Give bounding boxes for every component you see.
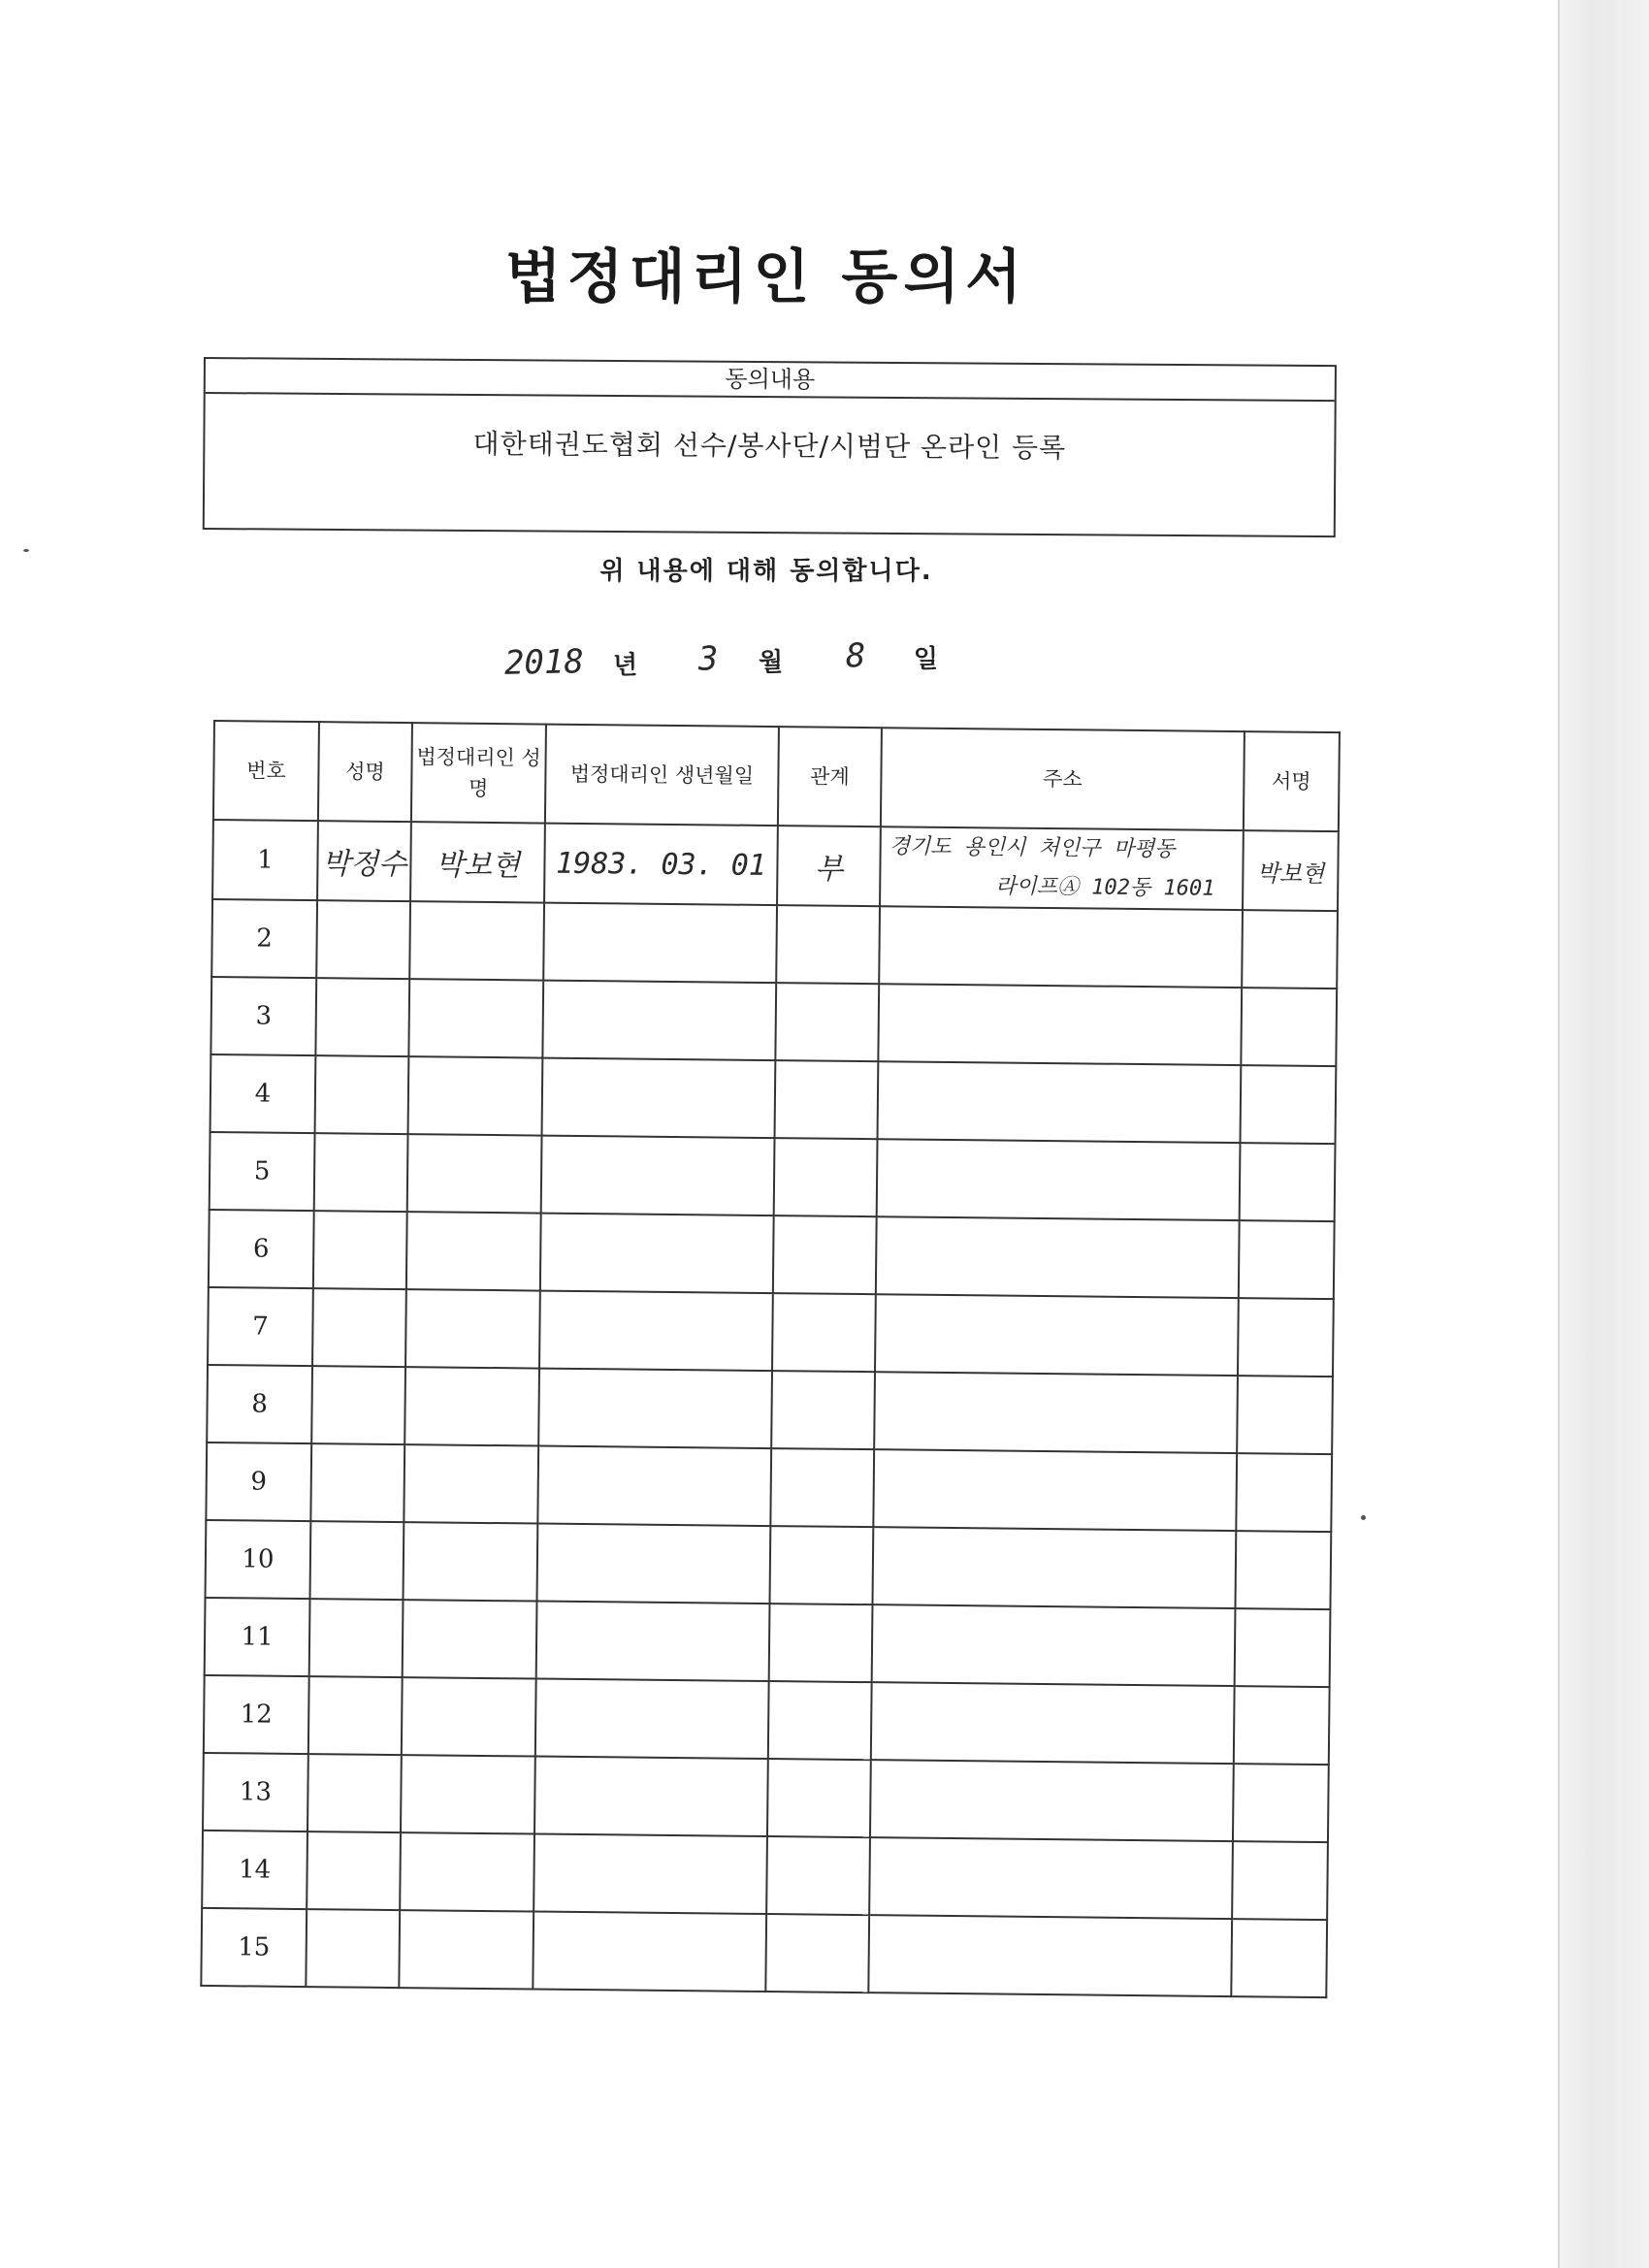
scan-speck <box>23 549 29 552</box>
row-guardian-birth <box>542 981 776 1061</box>
row-name <box>316 900 410 979</box>
consent-content: 대한태권도협회 선수/봉사단/시범단 온라인 등록 <box>472 427 1067 465</box>
table-row <box>202 1831 1328 1920</box>
address-line-1: 경기도 용인시 처인구 마평동 <box>889 834 1176 862</box>
row-address <box>868 1915 1232 1996</box>
row-name <box>310 1443 404 1522</box>
table-row <box>206 1442 1332 1532</box>
date-day-unit: 일 <box>913 644 939 675</box>
header-address: 주소 <box>881 728 1245 830</box>
row-relation <box>775 983 879 1061</box>
table-header-row <box>213 721 1340 831</box>
row-address <box>876 1216 1240 1298</box>
table-row <box>204 1675 1330 1765</box>
row-guardian-name <box>404 1444 538 1523</box>
date-month-unit: 월 <box>758 647 784 678</box>
row-relation <box>774 1138 878 1216</box>
guardian-table <box>200 720 1341 1998</box>
header-relation: 관계 <box>778 727 882 826</box>
table-row <box>209 1210 1335 1299</box>
row-number: 4 <box>210 1054 316 1133</box>
row-number: 6 <box>209 1210 314 1288</box>
table-row <box>207 1365 1333 1454</box>
row-guardian-name <box>404 1522 538 1601</box>
row-signature <box>1237 1376 1333 1454</box>
header-name: 성명 <box>318 722 412 822</box>
table-row <box>208 1287 1334 1377</box>
row-address <box>872 1527 1236 1608</box>
date-month: 3 <box>697 639 719 679</box>
row-number: 3 <box>210 977 316 1055</box>
table-row <box>206 1520 1332 1609</box>
date-day: 8 <box>845 636 866 676</box>
row-guardian-name <box>409 901 544 980</box>
row-guardian-birth <box>537 1446 771 1527</box>
row-relation <box>775 1060 879 1139</box>
row-signature <box>1240 1065 1336 1144</box>
row-address <box>873 1449 1237 1531</box>
row-address <box>871 1682 1235 1764</box>
date-year-unit: 년 <box>612 650 638 681</box>
row-number: 10 <box>206 1520 311 1599</box>
row-guardian-name <box>407 1134 542 1213</box>
row-relation: 부 <box>777 826 881 906</box>
row-relation <box>765 1914 869 1993</box>
row-guardian-birth <box>534 1834 767 1915</box>
header-number: 번호 <box>213 721 319 821</box>
row-guardian-name <box>406 1212 541 1290</box>
table-row <box>210 1132 1336 1221</box>
row-number: 8 <box>207 1365 312 1443</box>
row-signature <box>1235 1608 1331 1687</box>
row-guardian-name <box>405 1289 540 1368</box>
row-guardian-name <box>399 1910 534 1989</box>
consent-box <box>203 357 1337 537</box>
row-number: 13 <box>203 1753 308 1831</box>
row-signature <box>1233 1764 1329 1842</box>
row-address <box>872 1604 1236 1686</box>
row-name <box>306 1909 400 1988</box>
table-row <box>212 820 1339 911</box>
row-number: 7 <box>208 1287 313 1366</box>
row-address <box>874 1372 1238 1453</box>
row-guardian-birth <box>540 1214 774 1294</box>
table-row <box>201 1908 1327 1997</box>
agree-statement: 위 내용에 대해 동의합니다. <box>599 557 933 586</box>
table-row <box>210 1054 1337 1144</box>
table-row <box>203 1753 1329 1842</box>
row-guardian-birth <box>538 1369 772 1449</box>
row-name <box>311 1366 405 1444</box>
row-guardian-name <box>404 1367 539 1445</box>
scan-speck <box>1361 1515 1366 1520</box>
row-name <box>312 1288 406 1367</box>
row-signature <box>1240 1143 1336 1221</box>
date-year: 2018 <box>503 642 585 683</box>
row-signature <box>1242 910 1338 988</box>
row-address <box>877 1139 1241 1220</box>
header-guardian-name: 법정대리인 성명 <box>411 723 546 823</box>
table-row <box>205 1598 1331 1687</box>
row-address <box>870 1760 1234 1841</box>
row-guardian-name <box>401 1755 535 1833</box>
row-signature <box>1241 988 1337 1066</box>
header-guardian-birth: 법정대리인 생년월일 <box>545 725 779 826</box>
row-guardian-birth <box>535 1679 769 1760</box>
consent-header: 동의내용 <box>206 359 1335 402</box>
row-guardian-birth: 1983. 03. 01 <box>544 824 778 906</box>
row-relation <box>771 1371 875 1449</box>
row-relation <box>773 1215 877 1294</box>
row-name <box>313 1211 407 1289</box>
row-number: 1 <box>212 820 318 900</box>
row-relation <box>772 1293 876 1372</box>
row-number: 9 <box>206 1442 311 1521</box>
document-title: 법정대리인 동의서 <box>504 243 1028 311</box>
row-signature: 박보현 <box>1243 830 1339 911</box>
row-address <box>875 1294 1239 1376</box>
header-signature: 서명 <box>1244 731 1340 831</box>
row-number: 5 <box>210 1132 315 1211</box>
date-row <box>503 627 1048 697</box>
row-signature <box>1239 1220 1335 1299</box>
row-signature <box>1238 1298 1334 1377</box>
row-relation <box>766 1836 870 1915</box>
row-guardian-name <box>402 1677 536 1756</box>
row-relation <box>770 1448 874 1527</box>
row-signature <box>1234 1686 1330 1765</box>
row-guardian-birth <box>539 1291 773 1372</box>
row-guardian-birth <box>542 1058 776 1139</box>
row-address <box>878 1061 1242 1143</box>
row-guardian-name <box>403 1600 537 1678</box>
row-name: 박정수 <box>317 821 411 901</box>
row-guardian-birth <box>537 1524 771 1604</box>
row-signature <box>1235 1531 1331 1609</box>
row-guardian-name <box>400 1832 534 1911</box>
row-name <box>308 1676 403 1755</box>
row-guardian-name <box>408 979 543 1057</box>
row-guardian-name <box>408 1056 543 1135</box>
row-signature <box>1231 1919 1327 1997</box>
row-number: 15 <box>201 1908 307 1987</box>
row-relation <box>768 1681 872 1760</box>
row-number: 14 <box>202 1831 307 1909</box>
row-name <box>307 1754 402 1832</box>
row-guardian-birth <box>534 1757 768 1837</box>
row-name <box>314 1133 408 1212</box>
row-address <box>878 984 1242 1065</box>
row-name <box>310 1521 404 1600</box>
row-name <box>307 1831 401 1910</box>
row-signature <box>1232 1841 1328 1920</box>
row-name <box>315 1055 409 1134</box>
row-guardian-birth <box>536 1602 770 1682</box>
row-guardian-name: 박보현 <box>410 822 545 902</box>
row-address <box>879 906 1243 988</box>
address-line-2: 라이프Ⓐ 102동 1601 <box>995 874 1215 901</box>
row-name <box>309 1599 404 1677</box>
row-number: 2 <box>211 899 317 978</box>
row-address <box>880 826 1244 910</box>
row-relation <box>769 1604 873 1682</box>
table-row <box>211 899 1338 988</box>
row-relation <box>767 1759 871 1837</box>
row-name <box>315 978 409 1056</box>
row-number: 11 <box>205 1598 310 1676</box>
row-signature <box>1236 1453 1332 1532</box>
page-edge-shadow <box>1558 0 1649 2268</box>
row-guardian-birth <box>541 1136 775 1216</box>
row-number: 12 <box>204 1675 309 1754</box>
row-guardian-birth <box>533 1912 766 1993</box>
row-relation <box>769 1526 873 1604</box>
row-guardian-birth <box>543 903 777 984</box>
table-row <box>210 977 1337 1066</box>
row-address <box>869 1837 1233 1919</box>
row-relation <box>776 905 880 984</box>
